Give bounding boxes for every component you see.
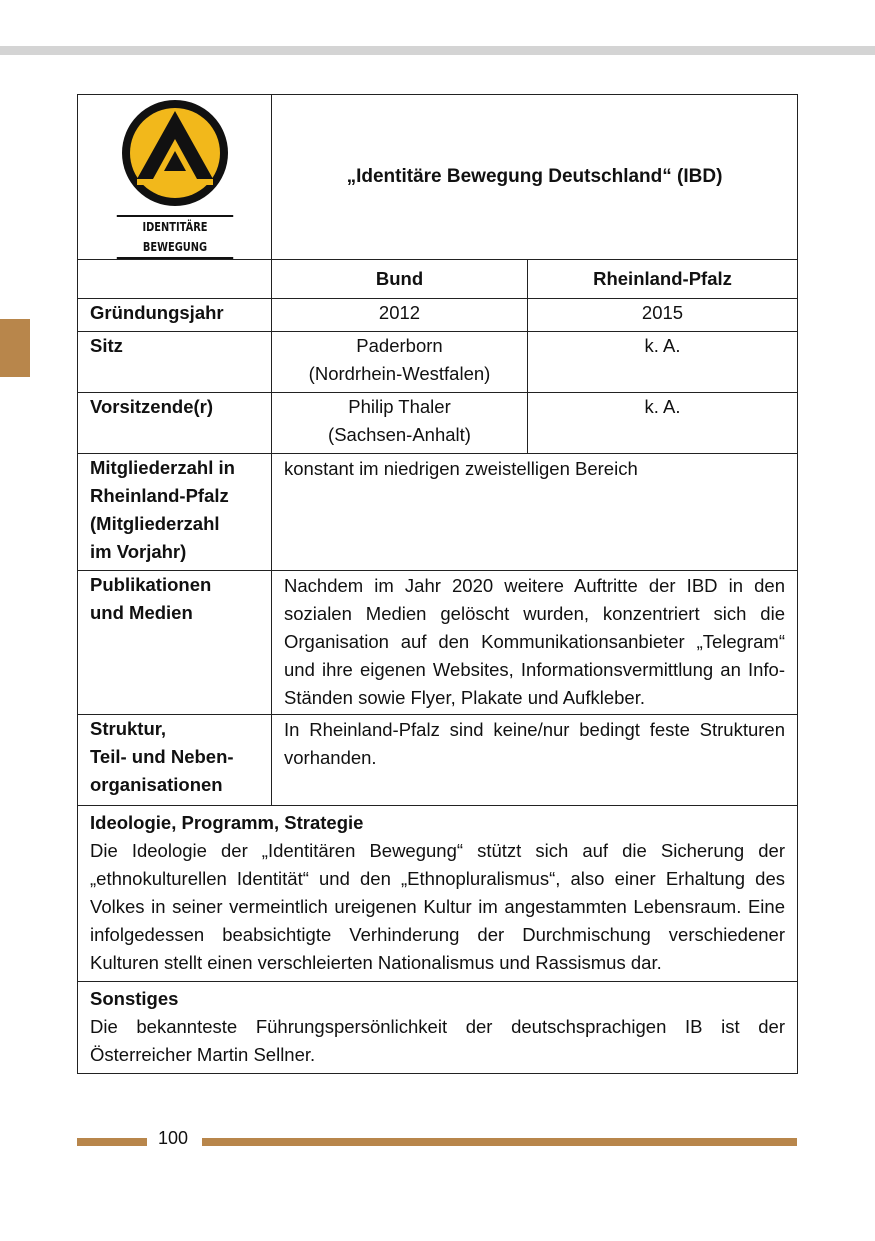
logo-caption: IDENTITÄRE BEWEGUNG: [116, 215, 232, 259]
seat-label: Sitz: [78, 332, 272, 393]
top-divider-bar: [0, 46, 875, 55]
seat-bund: [272, 332, 528, 393]
chair-label: Vorsitzende(r): [78, 393, 272, 454]
logo-cell: [78, 95, 272, 260]
seat-bund-state: (Nordrhein-Westfalen): [308, 363, 491, 384]
founded-label: Gründungsjahr: [78, 299, 272, 332]
structure-label-line: Struktur,: [90, 718, 167, 739]
misc-text: Die bekannteste Führungspersönlichkeit der deutschsprachigen IB ist der Österreicher Martin Sellner.: [90, 1016, 785, 1065]
structure-label-line: Teil- und Neben-: [90, 746, 234, 767]
founded-bund: 2012: [272, 299, 528, 332]
structure-value: In Rheinland-Pfalz sind keine/nur bedingt feste Strukturen vorhanden.: [272, 715, 798, 806]
footer-rule-left: [77, 1138, 147, 1146]
lambda-emblem-icon: [115, 99, 235, 207]
members-label-line: Mitgliederzahl in: [90, 457, 235, 478]
structure-label: [78, 715, 272, 806]
header-empty-cell: [78, 260, 272, 299]
seat-rlp: k. A.: [528, 332, 798, 393]
chair-rlp: k. A.: [528, 393, 798, 454]
media-label: [78, 571, 272, 715]
chair-bund: [272, 393, 528, 454]
ideology-text: Die Ideologie der „Identitären Bewegung“ stützt sich auf die Sicherung der „ethnokulturellen Identität“ und den „Ethnopluralismus“, also einer Erhaltung des Volkes in seiner vermeintlich ureigenen Kultur im angestammten Lebensraum. Eine infolgedessen beabsichtigte Verhinderung der Durchmischung verschiedener Kulturen stellt einen verschleierten Nationalismus und Rassismus dar.: [90, 840, 785, 973]
ideology-title: Ideologie, Programm, Strategie: [90, 812, 364, 833]
media-label-line: und Medien: [90, 602, 193, 623]
column-header-rlp: Rheinland-Pfalz: [528, 260, 798, 299]
chapter-side-tab: [0, 319, 30, 377]
column-header-bund: Bund: [272, 260, 528, 299]
organization-logo: [104, 99, 246, 259]
chair-bund-name: Philip Thaler: [348, 396, 451, 417]
organization-profile-table: [77, 94, 798, 1074]
members-label-line: im Vorjahr): [90, 541, 187, 562]
members-label: [78, 454, 272, 571]
misc-title: Sonstiges: [90, 988, 179, 1009]
founded-rlp: 2015: [528, 299, 798, 332]
media-label-line: Publikationen: [90, 574, 212, 595]
footer-rule-right: [202, 1138, 797, 1146]
page-number: 100: [157, 1128, 189, 1148]
structure-label-line: organisationen: [90, 774, 223, 795]
members-label-line: Rheinland-Pfalz: [90, 485, 229, 506]
organization-title: „Identitäre Bewegung Deutschland“ (IBD): [272, 95, 798, 260]
members-value: konstant im niedrigen zweistelligen Bereich: [272, 454, 798, 571]
media-value: Nachdem im Jahr 2020 weitere Auftritte der IBD in den sozialen Medien gelöscht wurden, konzentriert sich die Organisation auf den Kommunikationsanbieter „Telegram“ und ihre eigenen Websites, Informationsvermittlung an Info-Ständen sowie Flyer, Plakate und Aufkleber.: [272, 571, 798, 715]
ideology-section: [78, 806, 798, 982]
chair-bund-state: (Sachsen-Anhalt): [328, 424, 471, 445]
misc-section: [78, 982, 798, 1074]
seat-bund-city: Paderborn: [356, 335, 443, 356]
members-label-line: (Mitgliederzahl: [90, 513, 220, 534]
